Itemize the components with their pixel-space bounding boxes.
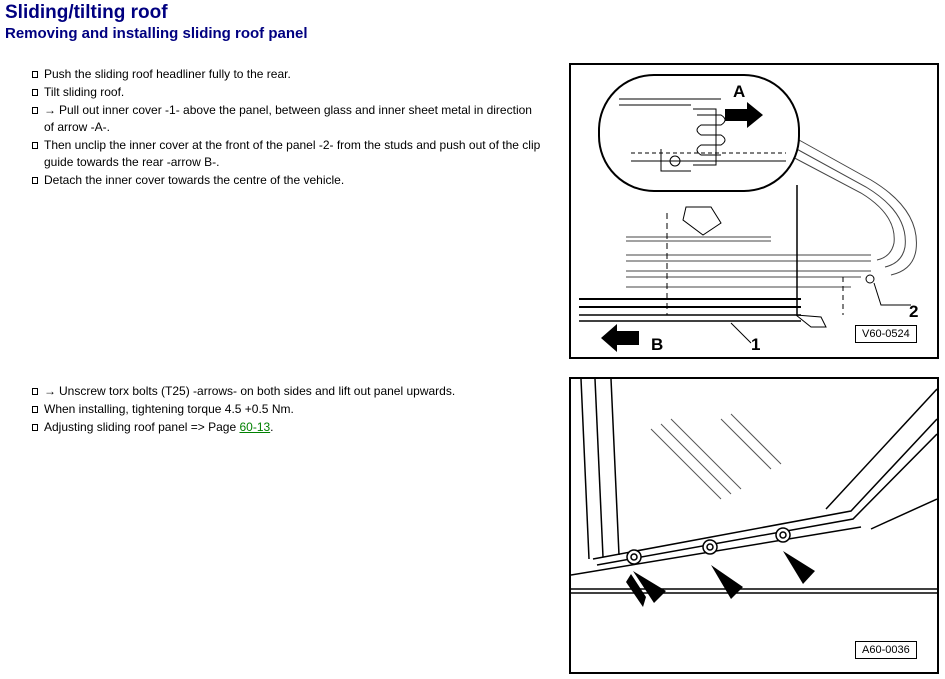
label-1: 1 bbox=[751, 335, 761, 354]
figure-v60-0524 bbox=[569, 63, 939, 359]
arrow-b-icon bbox=[601, 324, 639, 352]
step-item bbox=[32, 66, 542, 83]
page-title: Sliding/tilting roof bbox=[5, 2, 168, 23]
steps-list-2 bbox=[32, 383, 542, 437]
step-text: Then unclip the inner cover at the front of the panel -2- from the studs and push out of the clip guide towards the rear -arrow B-. bbox=[44, 138, 541, 169]
detail-callout bbox=[599, 75, 799, 191]
label-b: B bbox=[651, 335, 664, 354]
bullet-icon bbox=[32, 107, 38, 114]
bullet-icon bbox=[32, 406, 38, 413]
step-item bbox=[32, 383, 542, 400]
figure-a60-0036 bbox=[569, 377, 939, 674]
roof-panel-drawing bbox=[571, 65, 937, 357]
step-text: Tilt sliding roof. bbox=[44, 85, 125, 99]
page-subtitle: Removing and installing sliding roof panel bbox=[5, 25, 308, 42]
bullet-icon bbox=[32, 142, 38, 149]
bullet-icon bbox=[32, 424, 38, 431]
step-item bbox=[32, 84, 542, 101]
bullet-icon bbox=[32, 388, 38, 395]
steps-list-1 bbox=[32, 66, 542, 190]
step-text: When installing, tightening torque 4.5 +0.5 Nm. bbox=[44, 402, 294, 416]
bullet-icon bbox=[32, 71, 38, 78]
bullet-icon bbox=[32, 89, 38, 96]
step-text: Unscrew torx bolts (T25) -arrows- on both sides and lift out panel upwards. bbox=[59, 384, 456, 398]
step-item bbox=[32, 401, 542, 418]
step-item bbox=[32, 102, 542, 136]
figure-id-label: V60-0524 bbox=[855, 325, 917, 343]
arrow-right-icon: → bbox=[44, 384, 56, 398]
step-text-suffix: . bbox=[270, 420, 274, 434]
torx-bolts-drawing bbox=[571, 379, 937, 672]
arrow-right-icon: → bbox=[44, 103, 56, 117]
label-a: A bbox=[733, 82, 746, 101]
label-2: 2 bbox=[909, 302, 919, 321]
step-text: Detach the inner cover towards the centre of the vehicle. bbox=[44, 173, 345, 187]
step-item bbox=[32, 172, 542, 189]
arrow-bolt-3-icon bbox=[783, 551, 815, 584]
step-text: Adjusting sliding roof panel => Page bbox=[44, 420, 240, 434]
bullet-icon bbox=[32, 177, 38, 184]
step-text: Push the sliding roof headliner fully to the rear. bbox=[44, 67, 291, 81]
arrow-bolt-2-icon bbox=[711, 565, 743, 599]
step-item bbox=[32, 137, 542, 171]
step-item bbox=[32, 419, 542, 436]
step-text: Pull out inner cover -1- above the panel, between glass and inner sheet metal in direction of arrow -A-. bbox=[44, 103, 532, 134]
page-link-60-13[interactable]: 60-13 bbox=[239, 420, 271, 434]
figure-id-label: A60-0036 bbox=[855, 641, 917, 659]
